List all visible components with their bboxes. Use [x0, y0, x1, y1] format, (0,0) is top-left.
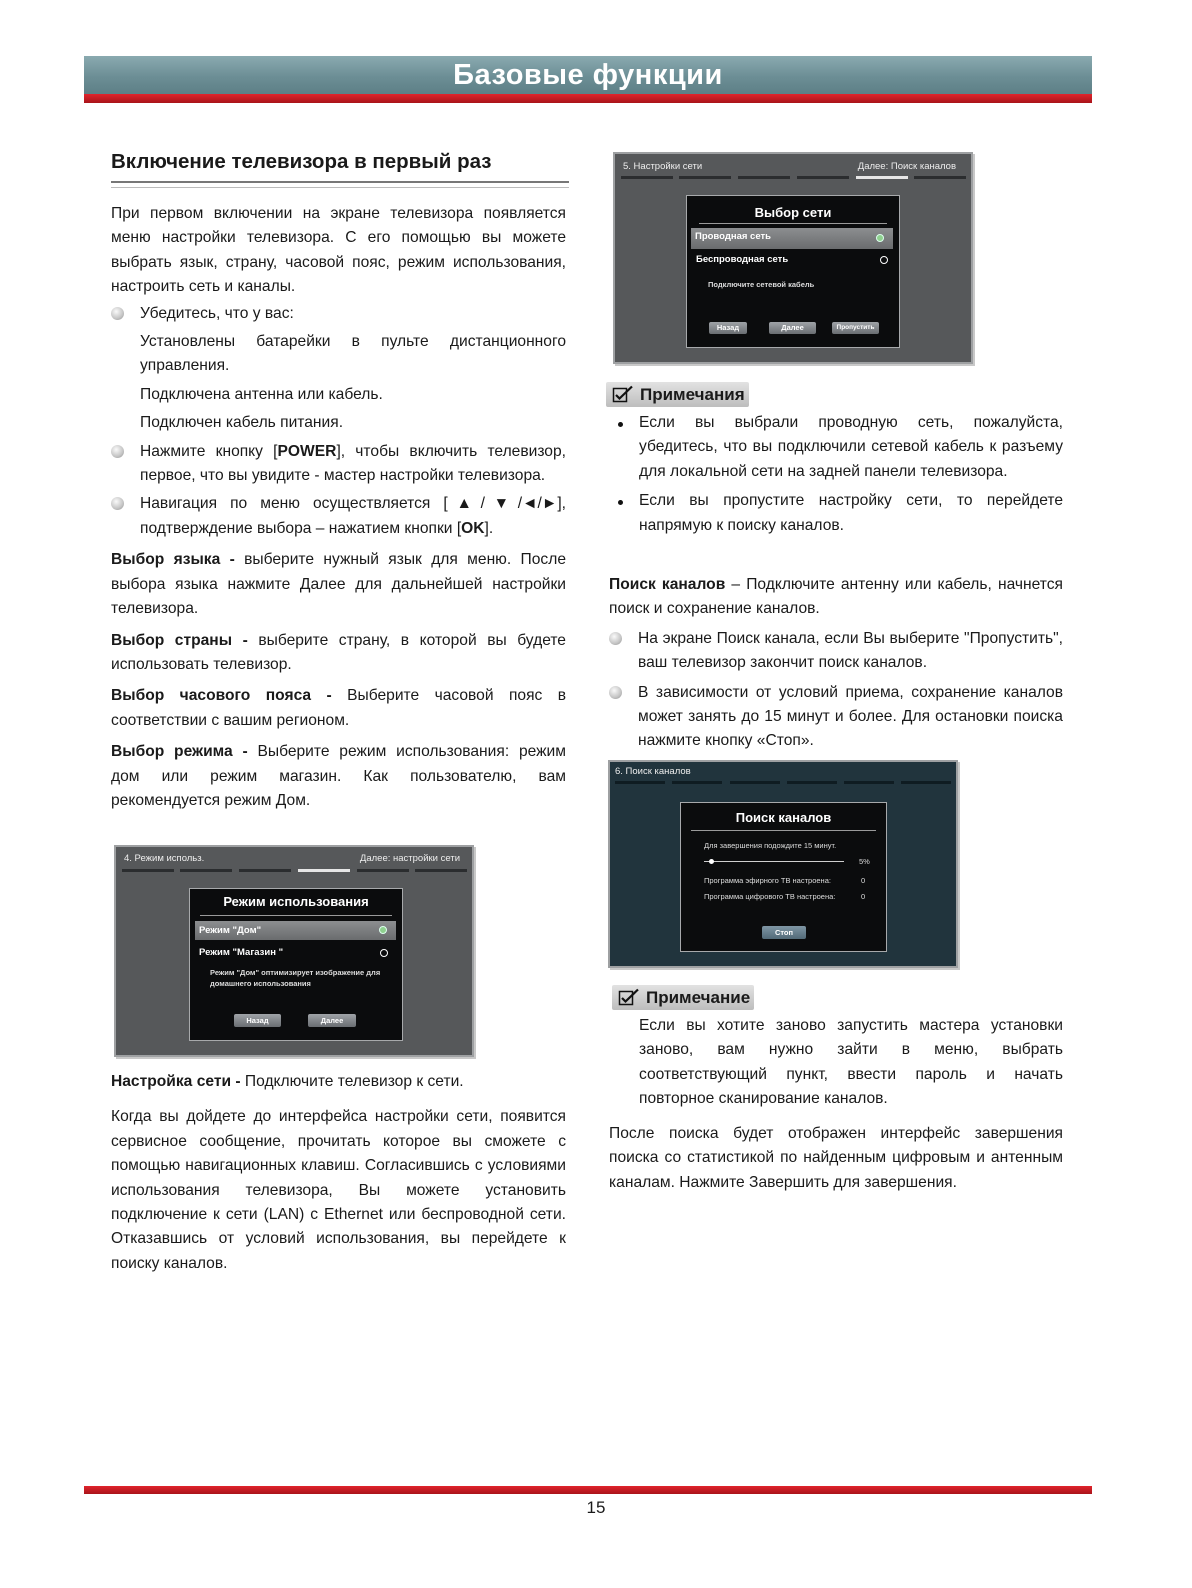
progress-segment — [615, 781, 665, 784]
next-button[interactable]: Далее — [769, 322, 816, 334]
note-item: Если вы выбрали проводную сеть, пожалуйста, убедитесь, что вы подключили сетевой кабель к разъему для локальной сети на задней панели телевизора. — [610, 411, 1063, 484]
section-heading: Включение телевизора в первый раз — [111, 150, 492, 173]
analog-count-label: Программа эфирного ТВ настроена: — [704, 876, 831, 885]
footer-red-stripe — [84, 1486, 1092, 1494]
heading-rule — [111, 181, 569, 188]
screen-channel-search — [608, 760, 958, 968]
notes-header: Примечания — [606, 382, 749, 407]
usage-mode-dialog — [189, 888, 403, 1041]
lang-paragraph: Выбор языка - выберите нужный язык для меню. После выбора языка нажмите Далее для дальнейшей настройки телевизора. — [111, 551, 566, 618]
restart-wizard-note: Если вы хотите заново запустить мастера установки заново, вам нужно зайти в меню, выбрать соответствующий пункт, ввести пароль и начать повторное сканирование каналов. — [639, 1017, 1063, 1108]
checkbox-pencil-icon — [612, 385, 634, 403]
next-button[interactable]: Далее — [308, 1014, 356, 1027]
progress-segment — [679, 176, 731, 179]
digital-count-value: 0 — [861, 892, 866, 901]
progress-segment — [672, 781, 722, 784]
bullet-power: Нажмите кнопку [POWER], чтобы включить телевизор, первое, что вы увидите - мастер настройки телевизора. — [111, 440, 566, 489]
network-setup-paragraph: Настройка сети - Подключите телевизор к сети. — [111, 1073, 464, 1090]
check-power-cable: Подключен кабель питания. — [140, 414, 344, 432]
network-dialog — [686, 195, 900, 348]
progress-segment — [239, 869, 291, 872]
screen-next-label: Далее: Поиск каналов — [857, 161, 956, 172]
progress-indicator — [709, 859, 714, 864]
progress-segment-active — [298, 869, 350, 872]
progress-segment — [787, 781, 837, 784]
search-complete-paragraph: После поиска будет отображен интерфейс завершения поиска со статистикой по найденным цифровым и антенным каналам. Нажмите Завершить для завершения. — [609, 1125, 1063, 1191]
bullet-duration: В зависимости от условий приема, сохранение каналов может занять до 15 минут и более. Для остановки поиска нажмите кнопку «Стоп». — [609, 681, 1063, 754]
stop-button[interactable]: Стоп — [762, 926, 806, 939]
screen-step-label: 4. Режим использ. — [124, 853, 205, 864]
bullet-dot-icon — [111, 307, 124, 320]
timezone-paragraph: Выбор часового пояса - Выберите часовой пояс в соответствии с вашим регионом. — [111, 687, 567, 729]
note-header: Примечание — [612, 985, 754, 1010]
wait-message: Для завершения подождите 15 минут. — [704, 841, 837, 850]
check-batteries: Установлены батарейки в пульте дистанционного управления. — [140, 333, 566, 375]
bullet-dot-icon — [609, 686, 622, 699]
channel-search-paragraph: Поиск каналов – Подключите антенну или кабель, начнется поиск и сохранение каналов. — [609, 576, 1063, 618]
network-detail-paragraph: Когда вы дойдете до интерфейса настройки сети, появится сервисное сообщение, прочитать которое вы сможете с помощью навигационных клавиш. Согласившись с условиями использования телевизора, Вы можете установить подключение к сети (LAN) с Ethernet или беспроводной сети. Отказавшись от условий использования, вы перейдете к поиску каналов. — [111, 1108, 566, 1272]
progress-segment — [797, 176, 849, 179]
header-red-stripe — [84, 94, 1092, 103]
network-section — [111, 1070, 566, 1276]
final-section — [609, 1122, 1063, 1195]
progress-segment — [621, 176, 673, 179]
dialog-title: Поиск каналов — [735, 810, 832, 825]
checkbox-pencil-icon — [618, 988, 640, 1006]
note-text-block — [639, 1014, 1063, 1112]
analog-count-value: 0 — [861, 876, 866, 885]
back-button[interactable]: Назад — [709, 322, 747, 334]
bullet-dot-icon — [618, 422, 623, 427]
search-progress-bar — [704, 861, 844, 862]
channel-search-dialog — [680, 802, 887, 952]
dialog-divider — [699, 223, 887, 224]
option-store-mode[interactable]: Режим "Магазин " — [199, 947, 391, 958]
screen-step-label: 5. Настройки сети — [623, 161, 703, 172]
screen-step-label: 6. Поиск каналов — [615, 766, 691, 777]
back-button[interactable]: Назад — [234, 1014, 281, 1027]
dialog-title: Режим использования — [223, 894, 369, 909]
intro-paragraph: При первом включении на экране телевизора появляется меню настройки телевизора. С его помощью вы можете выбрать язык, страну, часовой пояс, режим использования, настроить сеть и каналы. — [111, 205, 566, 296]
progress-segment — [844, 781, 894, 784]
check-antenna: Подключена антенна или кабель. — [140, 385, 383, 403]
network-hint: Подключите сетевой кабель — [708, 280, 815, 289]
progress-segment — [357, 869, 409, 872]
radio-selected-icon — [379, 926, 387, 934]
bullet-navigation: Навигация по меню осуществляется [▲/▼/◄/►], подтверждение выбора – нажатием кнопки [OK]. — [111, 492, 566, 541]
option-home-mode[interactable]: Режим "Дом" — [195, 921, 396, 940]
dialog-title: Выбор сети — [754, 205, 832, 220]
page-header-bar — [84, 56, 1092, 94]
bullet-dot-icon — [618, 500, 623, 505]
progress-segment-active — [901, 781, 951, 784]
page-header-title: Базовые функции — [453, 59, 723, 91]
progress-segment — [122, 869, 174, 872]
screen-next-label: Далее: настройки сети — [359, 853, 460, 864]
dialog-divider — [691, 830, 876, 831]
progress-segment — [738, 176, 790, 179]
option-wireless[interactable]: Беспроводная сеть — [696, 254, 890, 265]
country-paragraph: Выбор страны - выберите страну, в которой вы будете использовать телевизор. — [111, 631, 566, 673]
option-wired[interactable]: Проводная сеть — [691, 228, 893, 249]
bullet-dot-icon — [111, 445, 124, 458]
mode-paragraph: Выбор режима - Выберите режим использования: режим дом или режим магазин. Как пользователю, вам рекомендуется режим Дом. — [111, 743, 566, 809]
screen-usage-mode — [114, 845, 474, 1057]
notes-list — [610, 411, 1063, 538]
bullet-dot-icon — [111, 497, 124, 510]
bullet-skip: На экране Поиск канала, если Вы выберите "Пропустить", ваш телевизор закончит поиск каналов. — [609, 627, 1063, 676]
radio-icon — [380, 949, 388, 957]
page-number: 15 — [586, 1498, 606, 1517]
radio-selected-icon — [876, 234, 884, 242]
progress-segment — [415, 869, 467, 872]
skip-button[interactable]: Пропустить — [832, 322, 879, 334]
progress-segment — [180, 869, 232, 872]
screen-network — [613, 152, 973, 364]
bullet-dot-icon — [609, 632, 622, 645]
progress-segment — [914, 176, 966, 179]
progress-percent: 5% — [859, 857, 870, 866]
dialog-divider — [200, 915, 392, 916]
progress-segment-active — [856, 176, 908, 179]
progress-segment — [730, 781, 780, 784]
bullet-check: Убедитесь, что у вас: — [111, 302, 566, 326]
left-column-text — [111, 202, 566, 813]
radio-icon — [880, 256, 888, 264]
digital-count-label: Программа цифрового ТВ настроена: — [704, 892, 836, 901]
channel-search-section — [609, 573, 1063, 754]
mode-description: Режим "Дом" оптимизирует изображение для домашнего использования — [210, 968, 381, 988]
note-item: Если вы пропустите настройку сети, то перейдете напрямую к поиску каналов. — [610, 489, 1063, 538]
